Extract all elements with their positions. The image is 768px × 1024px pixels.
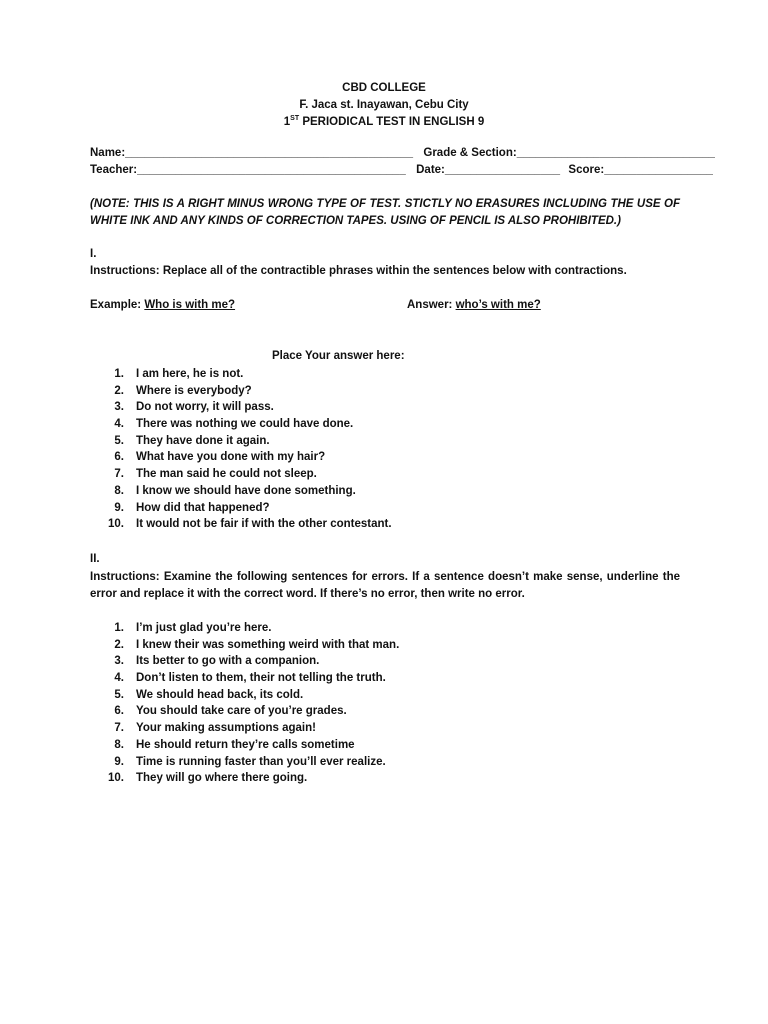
example-label: Example: [90,299,145,311]
item-text: They have done it again. [136,434,270,447]
list-item: 1. I’m just glad you’re here. [114,622,272,634]
list-item: 4. There was nothing we could have done. [114,418,354,431]
item-text: What have you done with my hair? [136,451,326,464]
item-text: I knew their was something weird with that man. [136,638,400,651]
part1-instructions-text: Replace all of the contractible phrases within the sentences below with contractions. [159,265,627,277]
name-grade-row [90,147,715,159]
item-text: Where is everybody? [136,384,252,397]
school-name: CBD COLLEGE [342,82,426,94]
item-text: I’m just glad you’re here. [136,622,272,634]
name-label: Name: [90,147,126,159]
item-text: It would not be fair if with the other contestant. [136,518,392,531]
list-item: 7. The man said he could not sleep. [114,468,317,481]
list-item: 8. He should return they’re calls sometime [114,738,355,751]
list-item: 2. I knew their was something weird with that man. [114,638,400,651]
item-text: Do not worry, it will pass. [136,401,274,414]
list-item: 4. Don’t listen to them, their not telling the truth. [114,672,386,685]
item-text: Time is running faster than you’ll ever realize. [136,755,386,768]
item-text: He should return they’re calls sometime [136,738,355,751]
document-header [0,80,768,131]
example-value: Who is with me? [144,299,236,311]
item-text: They will go where there going. [136,772,308,785]
part1-item-list [90,366,392,533]
list-item: 10. It would not be fair if with the other contestant. [108,518,392,531]
date-blank[interactable]: __________________ [444,164,561,176]
example-row [90,299,235,311]
item-text: The man said he could not sleep. [136,468,317,481]
answer-label: Answer: [407,299,456,311]
list-item: 5. We should head back, its cold. [114,688,304,701]
test-title [0,114,768,131]
part2-numeral: II. [90,553,100,565]
list-item: 3. Its better to go with a companion. [114,655,320,668]
item-text: How did that happened? [136,501,270,514]
name-blank[interactable]: _____________________________________________ [125,147,413,159]
item-text: Don’t listen to them, their not telling the truth. [136,672,386,685]
grade-section-blank[interactable]: _______________________________ [516,147,715,159]
part2-instructions: Instructions: Examine the following sentences for errors. If a sentence doesn’t make sense, underline the error and replace it with the correct word. If there’s no error, then write no error. [90,571,680,600]
teacher-blank[interactable]: __________________________________________ [137,164,406,176]
answer-row [407,299,541,311]
item-text: Your making assumptions again! [136,722,316,735]
grade-section-label: Grade & Section: [423,147,517,159]
list-item: 8. I know we should have done something. [114,484,356,497]
list-item: 6. You should take care of you’re grades. [114,705,347,718]
score-blank[interactable]: _________________ [604,164,713,176]
score-label: Score: [568,164,605,176]
item-text: You should take care of you’re grades. [136,705,347,718]
date-label: Date: [416,164,445,176]
school-address: F. Jaca st. Inayawan, Cebu City [299,99,469,111]
part1-numeral: I. [90,248,97,260]
list-item: 6. What have you done with my hair? [114,451,326,464]
list-item: 3. Do not worry, it will pass. [114,401,274,414]
list-item: 2. Where is everybody? [114,384,252,397]
place-answer-heading: Place Your answer here: [272,350,405,362]
part1-instructions [90,265,627,277]
item-text: Its better to go with a companion. [136,655,320,668]
part1-instructions-label: Instructions: [90,265,160,277]
item-text: I know we should have done something. [136,484,356,497]
item-text: I am here, he is not. [136,368,244,380]
part2-item-list [90,620,399,787]
list-item: 10. They will go where there going. [108,772,308,785]
list-item: 9. Time is running faster than you’ll ever realize. [114,755,386,768]
teacher-label: Teacher: [90,164,138,176]
test-note: (NOTE: THIS IS A RIGHT MINUS WRONG TYPE OF TEST. STICTLY NO ERASURES INCLUDING THE USE OF WHITE INK AND ANY KINDS OF CORRECTION TAPES. USING OF PENCIL IS ALSO PROHIBITED.) [90,198,680,227]
list-item: 5. They have done it again. [114,434,270,447]
answer-value: who’s with me? [455,299,541,311]
list-item: 1. I am here, he is not. [114,368,244,380]
list-item: 9. How did that happened? [114,501,270,514]
test-ordinal-suffix: ST [290,115,300,123]
test-title-text: PERIODICAL TEST IN ENGLISH 9 [299,116,485,128]
list-item: 7. Your making assumptions again! [114,722,316,735]
teacher-date-score-row [90,164,713,176]
test-ordinal-number: 1 [283,116,291,128]
item-text: We should head back, its cold. [136,688,304,701]
item-text: There was nothing we could have done. [136,418,354,431]
